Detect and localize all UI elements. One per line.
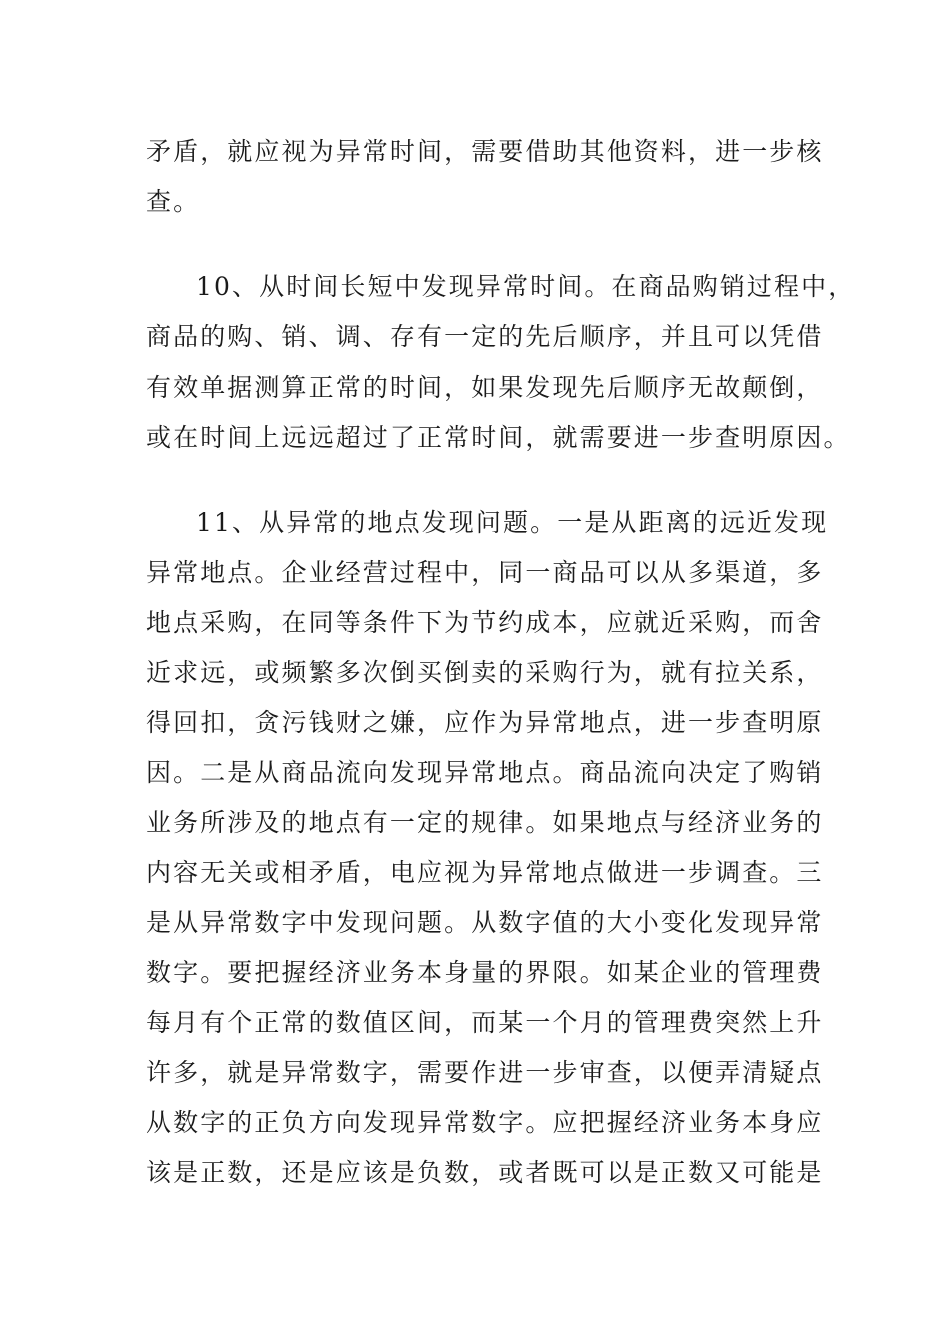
text-line: 得回扣，贪污钱财之嫌，应作为异常地点，进一步查明原 [146, 708, 824, 737]
text-line: 内容无关或相矛盾，电应视为异常地点做进一步调查。三 [146, 858, 824, 887]
text-line: 数字。要把握经济业务本身量的界限。如某企业的管理费 [146, 958, 824, 987]
paragraph-11-start: 11、从异常的地点发现问题。一是从距离的远近发现 [196, 508, 829, 537]
text-line: 业务所涉及的地点有一定的规律。如果地点与经济业务的 [146, 808, 824, 837]
text-line: 从数字的正负方向发现异常数字。应把握经济业务本身应 [146, 1108, 824, 1137]
text-line: 有效单据测算正常的时间，如果发现先后顺序无故颠倒， [146, 373, 824, 402]
text-line: 近求远，或频繁多次倒买倒卖的采购行为，就有拉关系， [146, 658, 824, 687]
text-line: 商品的购、销、调、存有一定的先后顺序，并且可以凭借 [146, 322, 824, 351]
text-line: 地点采购，在同等条件下为节约成本，应就近采购，而舍 [146, 608, 824, 637]
text-line: 该是正数，还是应该是负数，或者既可以是正数又可能是 [146, 1158, 824, 1187]
paragraph-10-start: 10、从时间长短中发现异常时间。在商品购销过程中， [196, 272, 856, 301]
text-line: 矛盾，就应视为异常时间，需要借助其他资料，进一步核 [146, 137, 824, 166]
text-line: 是从异常数字中发现问题。从数字值的大小变化发现异常 [146, 908, 824, 937]
text-line: 因。二是从商品流向发现异常地点。商品流向决定了购销 [146, 758, 824, 787]
text-line: 许多，就是异常数字，需要作进一步审查，以便弄清疑点 [146, 1058, 824, 1087]
text-line: 或在时间上远远超过了正常时间，就需要进一步查明原因。 [146, 423, 851, 452]
text-line: 查。 [146, 187, 201, 216]
text-line: 每月有个正常的数值区间，而某一个月的管理费突然上升 [146, 1008, 824, 1037]
text-line: 异常地点。企业经营过程中，同一商品可以从多渠道，多 [146, 558, 824, 587]
